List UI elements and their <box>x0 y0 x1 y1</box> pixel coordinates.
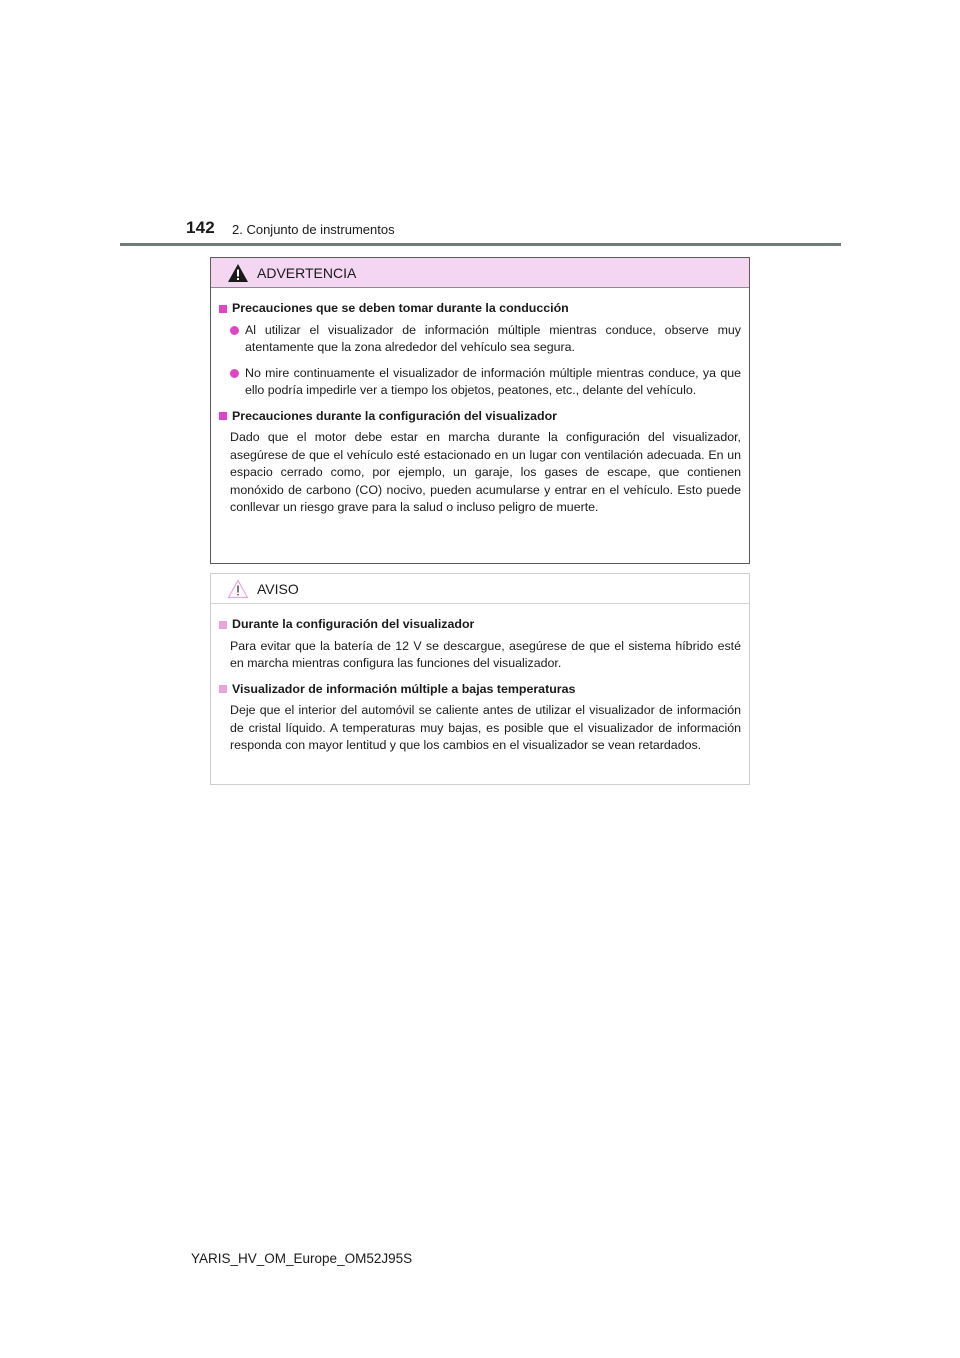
warning-heading-driving: Precauciones que se deben tomar durante la conducción <box>219 300 741 318</box>
notice-heading-configuration: Durante la configuración del visualizador <box>219 616 741 634</box>
notice-configuration-text: Para evitar que la batería de 12 V se descargue, asegúrese de que el sistema híbrido esté en marcha mientras configura las funciones del visualizador. <box>230 638 741 670</box>
notice-low-temperatures-text: Deje que el interior del automóvil se caliente antes de utilizar el visualizador de información de cristal líquido. A temperaturas muy bajas, es posible que el visualizador de información responda con mayor lentitud y que los cambios en el visualizador se vean retardados. <box>230 703 741 752</box>
circle-bullet-icon <box>230 326 239 335</box>
section-title: 2. Conjunto de instrumentos <box>232 222 395 237</box>
document-id: YARIS_HV_OM_Europe_OM52J95S <box>191 1251 413 1266</box>
warning-configuration-text: Dado que el motor debe estar en marcha durante la configuración del visualizador, asegúrese de que el vehículo esté estacionado en un lugar con ventilación adecuada. En un espacio cerrado como, por ejemplo, un garaje, los gases de escape, que contienen monóxido de carbono (CO) nocivo, pueden acumularse y entrar en el vehículo. Esto puede conllevar un riesgo grave para la salud o incluso peligro de muerte. <box>230 430 741 514</box>
page-number: 142 <box>186 218 215 237</box>
notice-header <box>211 574 749 604</box>
notice-heading-low-temperatures: Visualizador de información múltiple a bajas temperaturas <box>219 681 741 699</box>
square-bullet-icon <box>219 412 227 420</box>
warning-body <box>211 288 749 517</box>
square-bullet-icon <box>219 685 227 693</box>
list-item: No mire continuamente el visualizador de información múltiple mientras conduce, ya que ello podría impedirle ver a tiempo los objetos, peatones, etc., delante del vehículo. <box>230 365 741 400</box>
notice-title: AVISO <box>257 580 299 597</box>
square-bullet-icon <box>219 621 227 629</box>
notice-triangle-outline-icon <box>227 579 249 599</box>
notice-box <box>210 573 750 785</box>
square-bullet-icon <box>219 305 227 313</box>
list-item: Al utilizar el visualizador de información múltiple mientras conduce, observe muy atentamente que la zona alrededor del vehículo sea segura. <box>230 322 741 357</box>
notice-body <box>211 604 749 755</box>
warning-box <box>210 257 750 564</box>
circle-bullet-icon <box>230 369 239 378</box>
header-rule <box>120 243 841 246</box>
warning-header <box>211 258 749 288</box>
warning-title: ADVERTENCIA <box>257 264 357 281</box>
warning-triangle-filled-icon <box>227 263 249 283</box>
warning-heading-configuration: Precauciones durante la configuración del visualizador <box>219 408 741 426</box>
